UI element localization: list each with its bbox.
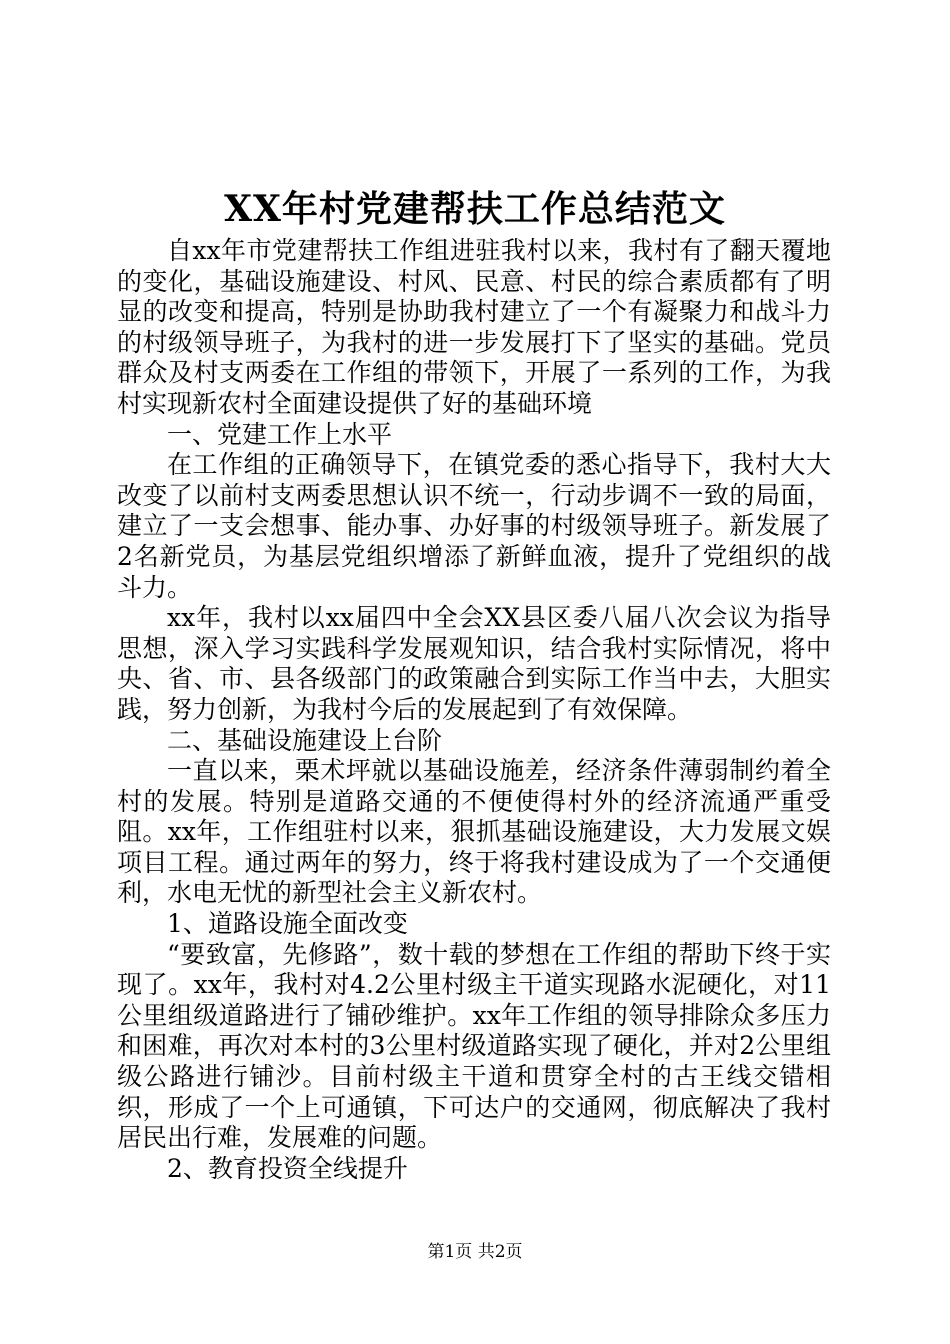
section-heading: 一、党建工作上水平 (167, 419, 393, 449)
page-title: XX年村党建帮扶工作总结范文 (224, 188, 726, 230)
body-paragraph: 一直以来，栗术坪就以基础设施差，经济条件薄弱制约着全村的发展。特别是道路交通的不便使得村外的经济流通严重受阻。xx年，工作组驻村以来，狠抓基础设施建设，大力发展文娱项目工程。通过两年的努力，终于将我村建设成为了一个交通便利，水电无忧的新型社会主义新农村。 (117, 756, 831, 908)
body-paragraph: xx年，我村以xx届四中全会XX县区委八届八次会议为指导思想，深入学习实践科学发展观知识，结合我村实际情况，将中央、省、市、县各级部门的政策融合到实际工作当中去，大胆实践，努力创新，为我村今后的发展起到了有效保障。 (117, 603, 831, 724)
body-paragraph: 在工作组的正确领导下，在镇党委的悉心指导下，我村大大改变了以前村支两委思想认识不统一，行动步调不一致的局面，建立了一支会想事、能办事、办好事的村级领导班子。新发展了2名新党员，为基层党组织增添了新鲜血液，提升了党组织的战斗力。 (117, 450, 831, 602)
body-paragraph: 自xx年市党建帮扶工作组进驻我村以来，我村有了翻天覆地的变化，基础设施建设、村风、民意、村民的综合素质都有了明显的改变和提高，特别是协助我村建立了一个有凝聚力和战斗力的村级领导班子，为我村的进一步发展打下了坚实的基础。党员群众及村支两委在工作组的带领下，开展了一系列的工作，为我村实现新农村全面建设提供了好的基础环境 (117, 236, 831, 418)
subsection-heading: 1、道路设施全面改变 (167, 909, 408, 939)
body-paragraph: “要致富，先修路”，数十载的梦想在工作组的帮助下终于实现了。xx年，我村对4.2公里村级主干道实现路水泥硬化，对11公里组级道路进行了铺砂维护。xx年工作组的领导排除众多压力和困难，再次对本村的3公里村级道路实现了硬化，并对2公里组级公路进行铺沙。目前村级主干道和贯穿全村的古王线交错相织，形成了一个上可通镇，下可达户的交通网，彻底解决了我村居民出行难，发展难的问题。 (117, 939, 831, 1153)
subsection-heading: 2、教育投资全线提升 (167, 1153, 408, 1183)
page-footer: 第1页 共2页 (427, 1242, 523, 1262)
section-heading: 二、基础设施建设上台阶 (167, 725, 443, 755)
document-body (117, 236, 831, 1184)
